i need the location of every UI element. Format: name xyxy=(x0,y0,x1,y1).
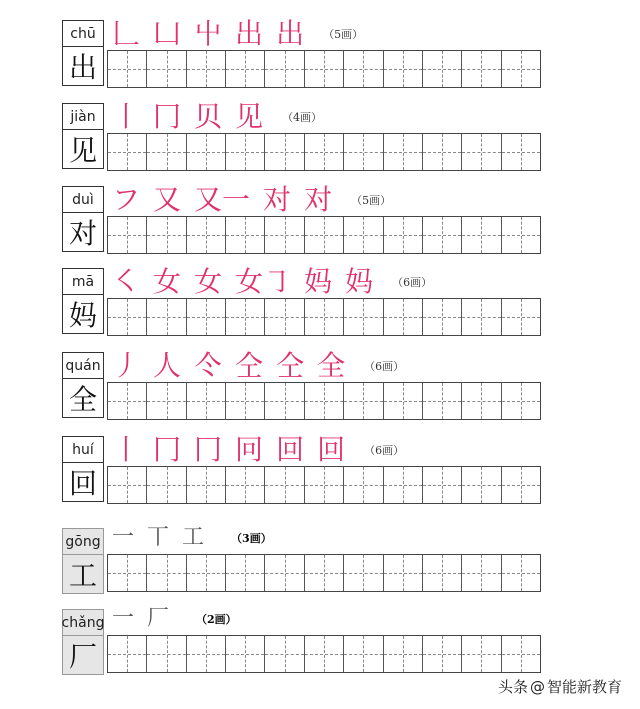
grid-cell[interactable] xyxy=(225,134,264,170)
stroke-step: 冂 xyxy=(153,100,182,133)
grid-cell[interactable] xyxy=(186,383,225,419)
grid-cell[interactable] xyxy=(186,636,225,672)
grid-cell[interactable] xyxy=(264,217,303,253)
stroke-step: 屮 xyxy=(194,17,223,50)
grid-cell[interactable] xyxy=(146,383,185,419)
grid-cell[interactable] xyxy=(225,636,264,672)
stroke-step: 人 xyxy=(153,349,182,382)
grid-cell[interactable] xyxy=(108,134,146,170)
grid-cell[interactable] xyxy=(343,383,382,419)
grid-cell[interactable] xyxy=(461,217,500,253)
grid-cell[interactable] xyxy=(501,555,540,591)
grid-cell[interactable] xyxy=(264,51,303,87)
grid-cell[interactable] xyxy=(108,636,146,672)
model-character: 妈 xyxy=(62,294,104,334)
model-character: 出 xyxy=(62,46,104,86)
grid-cell[interactable] xyxy=(383,636,422,672)
grid-cell[interactable] xyxy=(343,555,382,591)
stroke-step: 妈 xyxy=(304,265,333,298)
stroke-step: 出 xyxy=(276,17,305,50)
stroke-step: 工 xyxy=(182,525,205,550)
grid-cell[interactable] xyxy=(108,299,146,335)
grid-cell[interactable] xyxy=(264,555,303,591)
pinyin-label: jiàn xyxy=(62,103,104,129)
stroke-order xyxy=(112,182,391,218)
stroke-order xyxy=(112,264,432,300)
grid-cell[interactable] xyxy=(383,467,422,503)
grid-cell[interactable] xyxy=(501,467,540,503)
grid-cell[interactable] xyxy=(304,383,343,419)
stroke-step: 女 xyxy=(194,265,223,298)
stroke-step: 冋 xyxy=(235,433,264,466)
grid-cell[interactable] xyxy=(383,383,422,419)
writing-grid xyxy=(107,466,541,504)
grid-cell[interactable] xyxy=(108,51,146,87)
watermark xyxy=(498,676,622,697)
grid-cell[interactable] xyxy=(186,467,225,503)
grid-cell[interactable] xyxy=(146,636,185,672)
writing-grid xyxy=(107,635,541,673)
stroke-step: フ xyxy=(112,183,141,216)
writing-grid xyxy=(107,50,541,88)
pinyin-label: duì xyxy=(62,186,104,212)
grid-cell[interactable] xyxy=(422,555,461,591)
grid-cell[interactable] xyxy=(304,134,343,170)
grid-cell[interactable] xyxy=(461,299,500,335)
grid-cell[interactable] xyxy=(304,467,343,503)
stroke-count: （5画） xyxy=(323,28,364,41)
stroke-order xyxy=(112,432,404,468)
grid-cell[interactable] xyxy=(461,467,500,503)
grid-cell[interactable] xyxy=(461,636,500,672)
grid-cell[interactable] xyxy=(501,383,540,419)
stroke-order xyxy=(112,601,237,637)
grid-cell[interactable] xyxy=(264,636,303,672)
grid-cell[interactable] xyxy=(225,299,264,335)
pinyin-label: gōng xyxy=(62,528,104,554)
watermark-name: 智能新教育 xyxy=(546,678,622,696)
writing-grid xyxy=(107,298,541,336)
grid-cell[interactable] xyxy=(186,217,225,253)
stroke-count: （3画） xyxy=(231,532,272,545)
model-character: 对 xyxy=(62,212,104,252)
grid-cell[interactable] xyxy=(422,383,461,419)
grid-cell[interactable] xyxy=(108,467,146,503)
stroke-count: （6画） xyxy=(364,444,405,457)
writing-grid xyxy=(107,133,541,171)
stroke-step: 一 xyxy=(112,525,135,550)
grid-cell[interactable] xyxy=(501,217,540,253)
grid-cell[interactable] xyxy=(304,299,343,335)
stroke-step: 仝 xyxy=(276,349,305,382)
stroke-count: （2画） xyxy=(196,613,237,626)
stroke-step: 全 xyxy=(317,349,346,382)
watermark-at: @ xyxy=(529,677,545,696)
stroke-step: 妈 xyxy=(345,265,374,298)
grid-cell[interactable] xyxy=(304,555,343,591)
grid-cell[interactable] xyxy=(343,217,382,253)
grid-cell[interactable] xyxy=(304,51,343,87)
grid-cell[interactable] xyxy=(501,636,540,672)
grid-cell[interactable] xyxy=(264,467,303,503)
stroke-order xyxy=(112,16,363,52)
stroke-step: 一 xyxy=(112,606,135,631)
stroke-step: 又 xyxy=(153,183,182,216)
grid-cell[interactable] xyxy=(501,299,540,335)
grid-cell[interactable] xyxy=(461,134,500,170)
grid-cell[interactable] xyxy=(225,217,264,253)
pinyin-label: mā xyxy=(62,268,104,294)
grid-cell[interactable] xyxy=(264,383,303,419)
grid-cell[interactable] xyxy=(422,636,461,672)
grid-cell[interactable] xyxy=(422,467,461,503)
stroke-step: 回 xyxy=(276,433,305,466)
grid-cell[interactable] xyxy=(422,134,461,170)
writing-grid xyxy=(107,554,541,592)
stroke-step: 女㇆ xyxy=(235,265,292,298)
stroke-count: （6画） xyxy=(364,360,405,373)
stroke-step: 贝 xyxy=(194,100,223,133)
grid-cell[interactable] xyxy=(383,134,422,170)
grid-cell[interactable] xyxy=(186,299,225,335)
grid-cell[interactable] xyxy=(343,299,382,335)
grid-cell[interactable] xyxy=(422,299,461,335)
stroke-order xyxy=(112,520,272,556)
model-character: 回 xyxy=(62,462,104,502)
stroke-count: （6画） xyxy=(392,276,433,289)
grid-cell[interactable] xyxy=(422,217,461,253)
grid-cell[interactable] xyxy=(343,636,382,672)
stroke-step: 凵 xyxy=(153,17,182,50)
stroke-step: 对 xyxy=(304,183,333,216)
grid-cell[interactable] xyxy=(146,555,185,591)
grid-cell[interactable] xyxy=(225,555,264,591)
stroke-step: 丿 xyxy=(112,349,141,382)
stroke-step: 见 xyxy=(235,100,264,133)
watermark-prefix: 头条 xyxy=(497,678,528,696)
grid-cell[interactable] xyxy=(225,467,264,503)
grid-cell[interactable] xyxy=(461,51,500,87)
grid-cell[interactable] xyxy=(461,555,500,591)
grid-cell[interactable] xyxy=(343,134,382,170)
grid-cell[interactable] xyxy=(186,555,225,591)
stroke-count: （4画） xyxy=(282,111,323,124)
pinyin-label: chū xyxy=(62,20,104,46)
stroke-step: 丨 xyxy=(112,433,141,466)
grid-cell[interactable] xyxy=(343,51,382,87)
pinyin-label: huí xyxy=(62,436,104,462)
grid-cell[interactable] xyxy=(501,134,540,170)
grid-cell[interactable] xyxy=(343,467,382,503)
stroke-step: 厂 xyxy=(147,606,170,631)
grid-cell[interactable] xyxy=(225,51,264,87)
grid-cell[interactable] xyxy=(186,51,225,87)
stroke-step: 仝 xyxy=(235,349,264,382)
grid-cell[interactable] xyxy=(264,134,303,170)
grid-cell[interactable] xyxy=(225,383,264,419)
pinyin-label: chǎng xyxy=(62,609,104,635)
stroke-step: 回 xyxy=(317,433,346,466)
stroke-step: 出 xyxy=(235,17,264,50)
writing-grid xyxy=(107,216,541,254)
stroke-step: 对 xyxy=(263,183,292,216)
stroke-count: （5画） xyxy=(351,194,392,207)
stroke-step: 丅 xyxy=(147,525,170,550)
grid-cell[interactable] xyxy=(146,217,185,253)
grid-cell[interactable] xyxy=(146,467,185,503)
grid-cell[interactable] xyxy=(146,51,185,87)
stroke-step: 冂 xyxy=(153,433,182,466)
model-character: 工 xyxy=(62,554,104,594)
grid-cell[interactable] xyxy=(186,134,225,170)
grid-cell[interactable] xyxy=(383,217,422,253)
stroke-step: 又一 xyxy=(194,183,251,216)
stroke-step: 女 xyxy=(153,265,182,298)
stroke-order xyxy=(112,99,322,135)
grid-cell[interactable] xyxy=(461,383,500,419)
grid-cell[interactable] xyxy=(108,217,146,253)
grid-cell[interactable] xyxy=(264,299,303,335)
grid-cell[interactable] xyxy=(304,217,343,253)
model-character: 厂 xyxy=(62,635,104,675)
model-character: 见 xyxy=(62,129,104,169)
grid-cell[interactable] xyxy=(108,555,146,591)
model-character: 全 xyxy=(62,378,104,418)
stroke-order xyxy=(112,348,404,384)
grid-cell[interactable] xyxy=(383,555,422,591)
grid-cell[interactable] xyxy=(422,51,461,87)
grid-cell[interactable] xyxy=(146,299,185,335)
stroke-step: ㇛ xyxy=(112,265,141,298)
pinyin-label: quán xyxy=(62,352,104,378)
grid-cell[interactable] xyxy=(108,383,146,419)
stroke-step: 仒 xyxy=(194,349,223,382)
grid-cell[interactable] xyxy=(146,134,185,170)
grid-cell[interactable] xyxy=(383,299,422,335)
grid-cell[interactable] xyxy=(304,636,343,672)
stroke-step: 丨 xyxy=(112,100,141,133)
grid-cell[interactable] xyxy=(501,51,540,87)
stroke-step: 𠃊 xyxy=(112,17,141,50)
grid-cell[interactable] xyxy=(383,51,422,87)
stroke-step: 冂 xyxy=(194,433,223,466)
writing-grid xyxy=(107,382,541,420)
